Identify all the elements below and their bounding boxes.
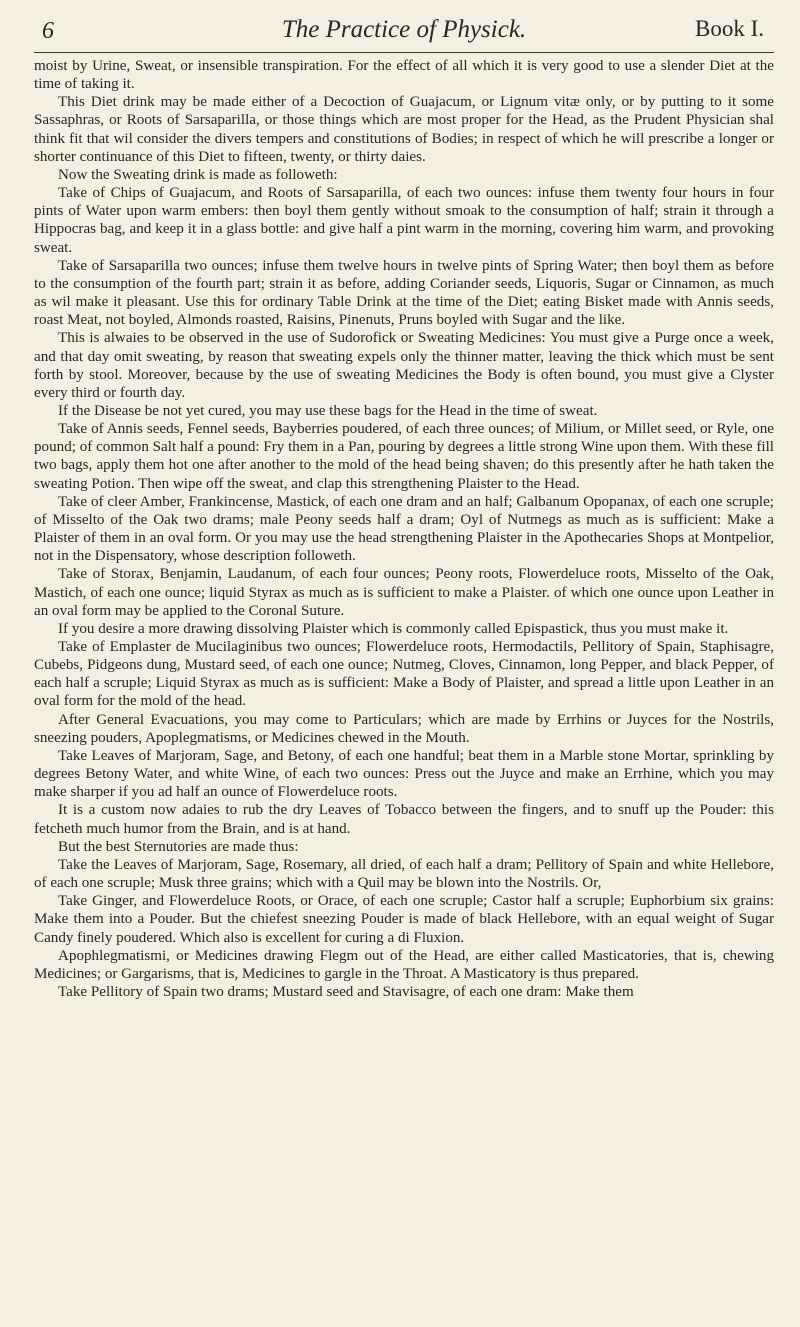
paragraph: Take Pellitory of Spain two drams; Mustard seed and Stavisagre, of each one dram: Make them [58, 983, 634, 1000]
paragraph: Take of Chips of Guajacum, and Roots of Sarsaparilla, of each two ounces: infuse them twenty four hours in four pints of Water upon warm embers: then boyl them gently without smoak to the consumption of half; strain it through a Hippocras bag, and keep it in a glass bottle: and give half a pint warm in the morning, covering him warm, and provoking sweat. [34, 185, 774, 256]
paragraph: If you desire a more drawing dissolving Plaister which is commonly called Epispastick, thus you must make it. [58, 620, 729, 637]
body-text [34, 57, 774, 1001]
page-number: 6 [42, 18, 54, 44]
paragraph: Take Leaves of Marjoram, Sage, and Betony, of each one handful; beat them in a Marble stone Mortar, sprinkling by degrees Betony Water, and white Wine, of each two ounces: Press out the Juyce and make an Errhine, which you may make sharper if you ad half an ounce of Flowerdeluce roots. [34, 747, 774, 801]
paragraph: This Diet drink may be made either of a Decoction of Guajacum, or Lignum vitæ only, or by putting to it some Sassaphras, or Roots of Sarsaparilla, or those things which are most proper for the Head, as the Prudent Physician shal think fit that wil consider the divers tempers and constitutions of Bodies; in respect of which he will prescribe a longer or shorter continuance of this Diet to fifteen, twenty, or thirty daies. [34, 94, 774, 165]
paragraph: Take of Sarsaparilla two ounces; infuse them twelve hours in twelve pints of Spring Water; then boyl them as before to the consumption of the fourth part; strain it as before, adding Coriander seeds, Liquoris, Sugar or Cinnamon, as much as wil make it pleasant. Use this for ordinary Table Drink at the time of the Diet; eating Bisket made with Annis seeds, roast Meat, not boyled, Almonds roasted, Raisins, Pinenuts, Pruns boyled with Sugar and the like. [34, 257, 774, 329]
paragraph: Take of Emplaster de Mucilaginibus two ounces; Flowerdeluce roots, Hermodactils, Pellitory of Spain, Staphisagre, Cubebs, Pidgeons dung, Mustard seed, of each one ounce; Nutmeg, Cloves, Cinnamon, long Pepper, and black Pepper, of each half a scruple; Liquid Styrax as much as is sufficient: Make a Body of Plaister, and spread a little upon Leather in an oval form for the mold of the head. [34, 639, 774, 710]
running-title: The Practice of Physick. [281, 16, 527, 43]
book-label: Book I. [695, 16, 764, 41]
paragraph: Take Ginger, and Flowerdeluce Roots, or Orace, of each one scruple; Castor half a scruple; Euphorbium six grains: Make them into a Pouder. But the chiefest sneezing Pouder is made of black Hellebore, with an equal weight of Sugar Candy finely poudered. Which also is excellent for curing a di Fluxion. [34, 893, 774, 946]
paragraph: moist by Urine, Sweat, or insensible transpiration. For the effect of all which it is very good to use a slender Diet at the time of taking it. [34, 58, 774, 93]
paragraph: Now the Sweating drink is made as followeth: [58, 166, 338, 183]
paragraph: But the best Sternutories are made thus: [58, 838, 299, 855]
paragraph: Apophlegmatismi, or Medicines drawing Flegm out of the Head, are either called Masticatories, that is, chewing Medicines; or Gargarisms, that is, Medicines to gargle in the Throat. A Masticatory is thus prepared. [34, 947, 774, 982]
paragraph: After General Evacuations, you may come to Particulars; which are made by Errhins or Juyces for the Nostrils, sneezing pouders, Apoplegmatisms, or Medicines chewed in the Mouth. [34, 711, 774, 746]
paragraph: Take of Annis seeds, Fennel seeds, Bayberries poudered, of each three ounces; of Milium, or Millet seed, or Ryle, one pound; of common Salt half a pound: Fry them in a Pan, pouring by degrees a little strong Wine upon them. With these fill two bags, apply them hot one after another to the mold of the head being shaven; do this presently after he hath taken the sweating Potion. Then wipe off the sweat, and clap this strengthening Plaister to the Head. [34, 421, 774, 492]
paragraph: Take of cleer Amber, Frankincense, Mastick, of each one dram and an half; Galbanum Opopanax, of each one scruple; of Misselto of the Oak two drams; male Peony seeds half a dram; Oyl of Nutmegs as much as is sufficient: Make a Plaister of them in an oval form. Or you may use the head strengthening Plaister in the Apothecaries Shops at Montpelior, not in the Dispensatory, whose description followeth. [34, 493, 774, 565]
paragraph: Take of Storax, Benjamin, Laudanum, of each four ounces; Peony roots, Flowerdeluce roots, Misselto of the Oak, Mastich, of each one ounce; liquid Styrax as much as is sufficient to make a Plaister. of which one ounce upon Leather in an oval form may be applied to the Coronal Suture. [34, 566, 774, 619]
running-head [34, 8, 774, 53]
paragraph: Take the Leaves of Marjoram, Sage, Rosemary, all dried, of each half a dram; Pellitory of Spain and white Hellebore, of each one scruple; Musk three grains; which with a Quil may be blown into the Nostrils. Or, [34, 856, 774, 892]
paragraph: It is a custom now adaies to rub the dry Leaves of Tobacco between the fingers, and to snuff up the Pouder: this fetcheth much humor from the Brain, and is at hand. [34, 802, 774, 837]
paragraph: This is alwaies to be observed in the use of Sudorofick or Sweating Medicines: You must give a Purge once a week, and that day omit sweating, by reason that sweating expels only the thinner matter, leaving the thick which must be sent forth by stool. Moreover, because by the use of sweating Medicines the Body is often bound, you must give a Clyster every third or fourth day. [34, 330, 774, 401]
paragraph: If the Disease be not yet cured, you may use these bags for the Head in the time of sweat. [58, 402, 598, 419]
